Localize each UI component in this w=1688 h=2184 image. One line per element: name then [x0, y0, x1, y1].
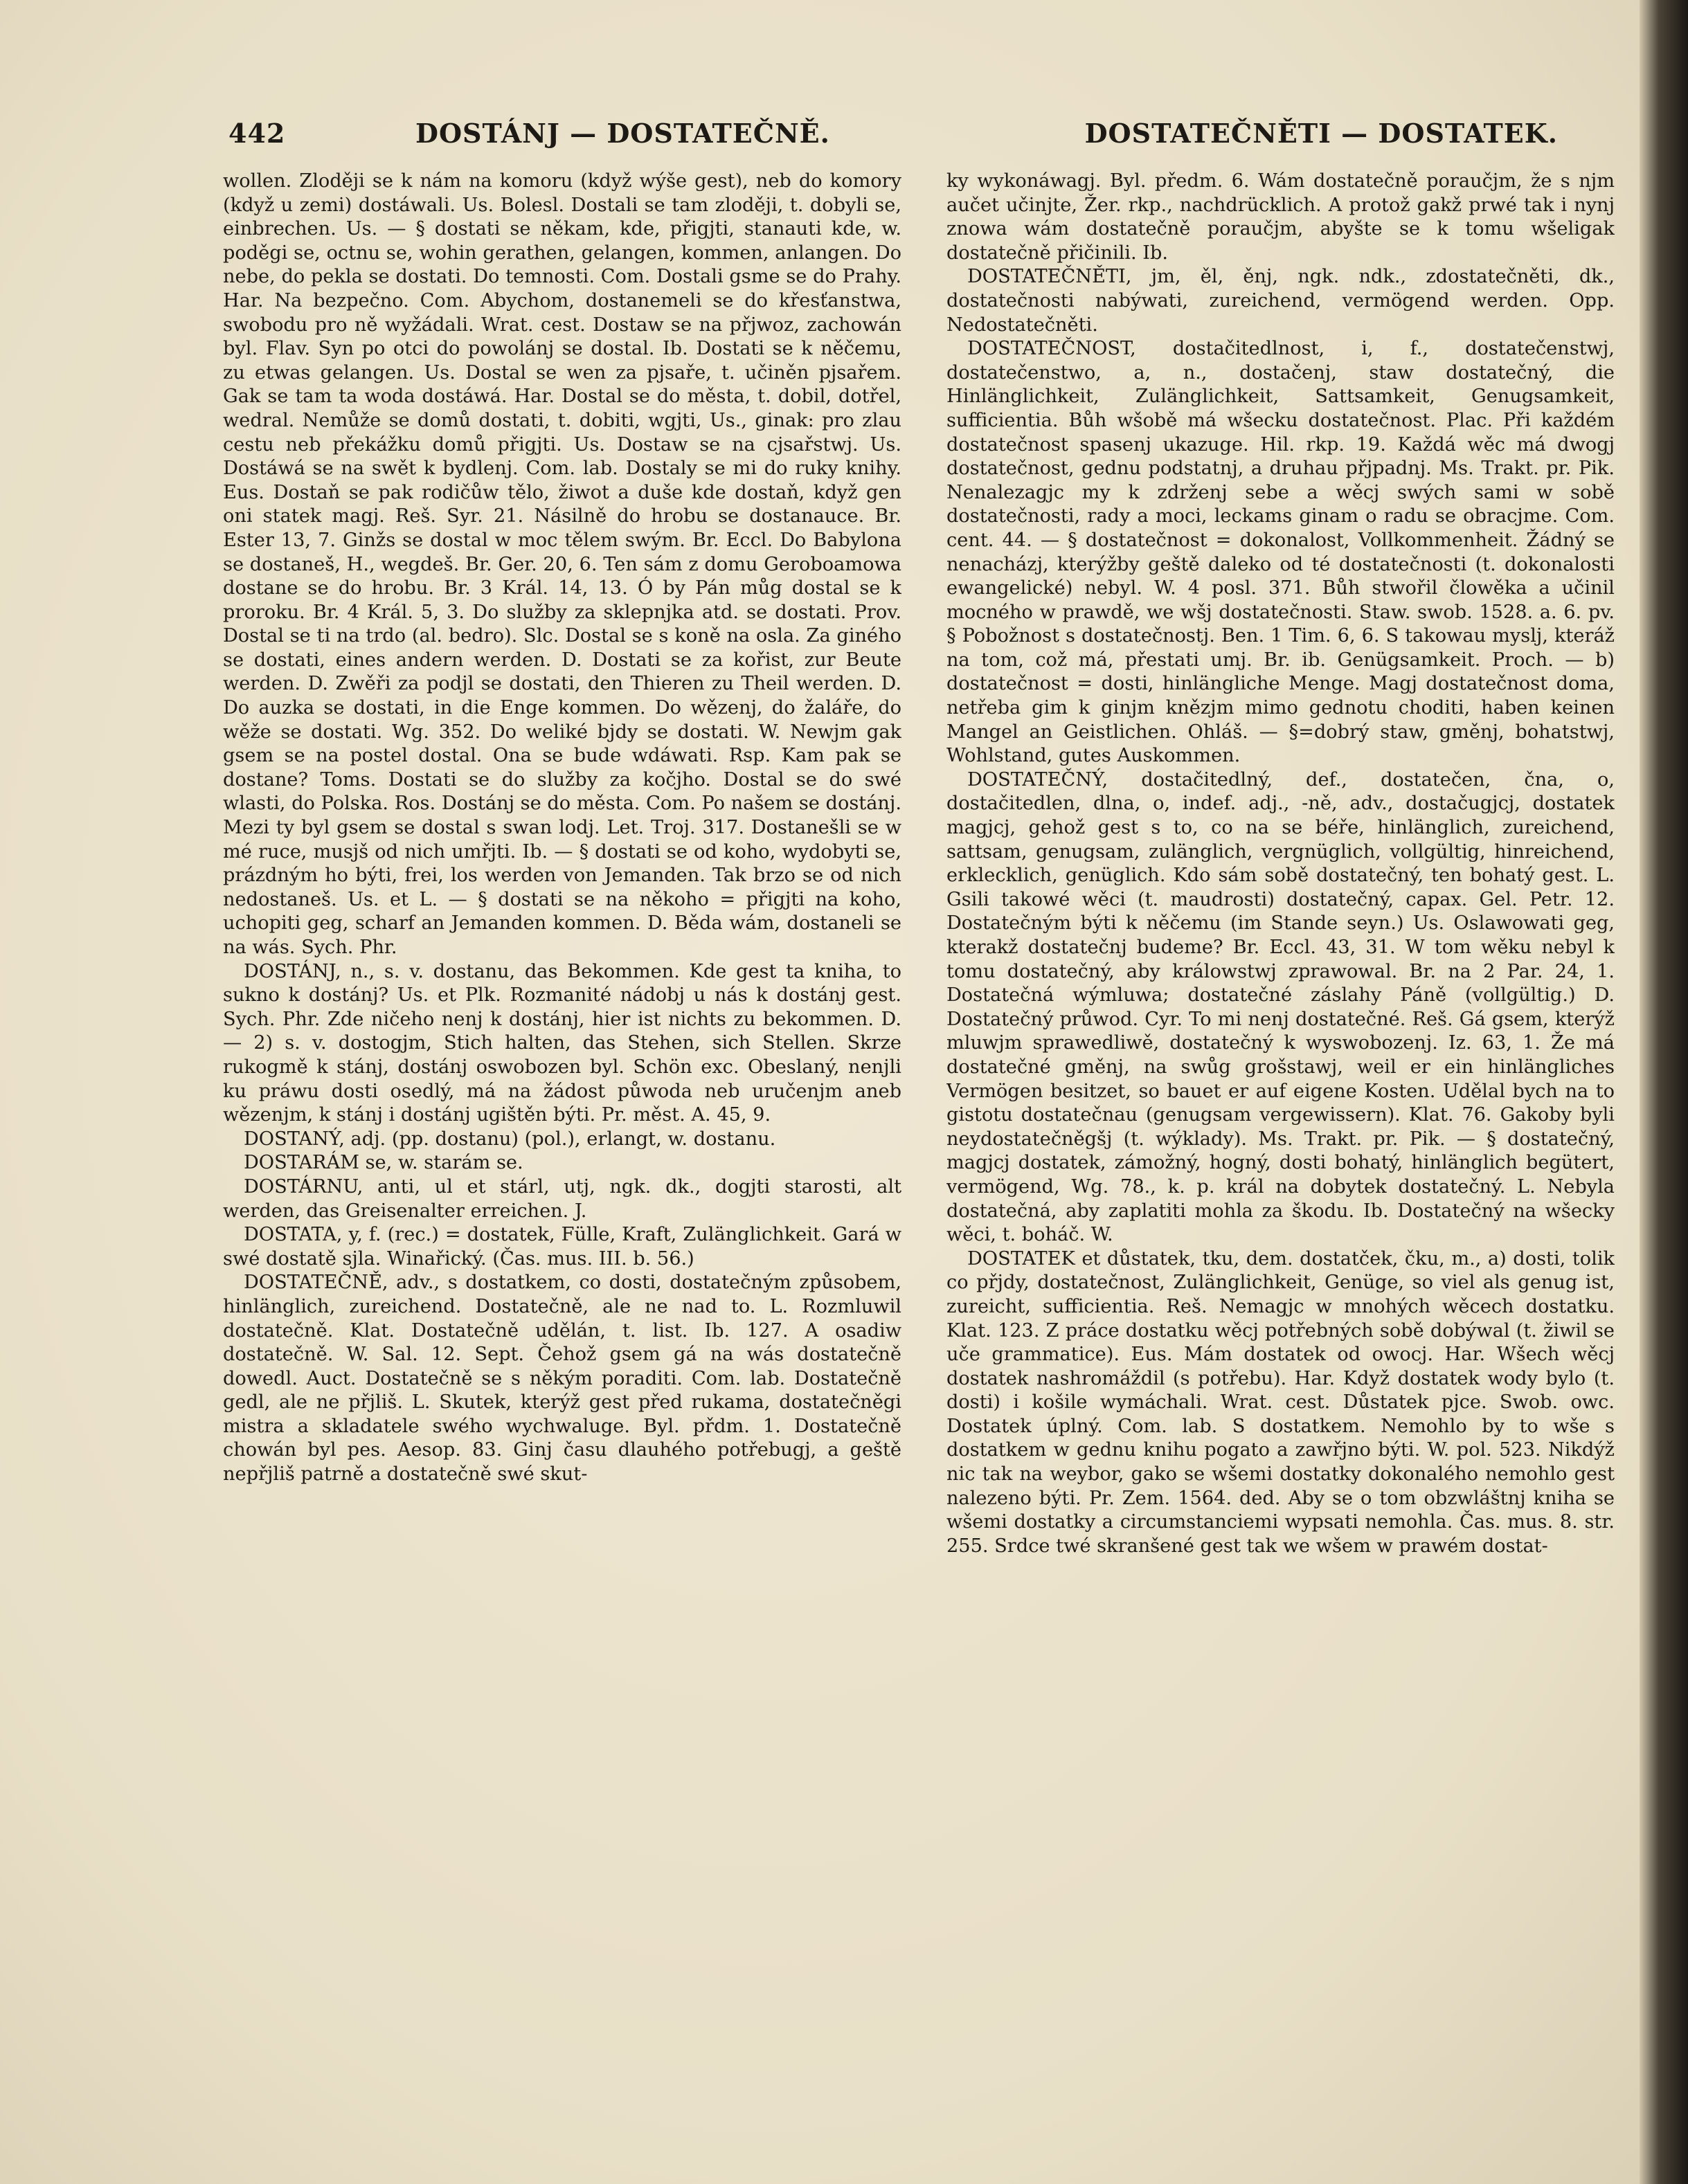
- right-running-title: DOSTATEČNĚTI — DOSTATEK.: [1084, 118, 1558, 149]
- book-spine: [1640, 0, 1688, 2184]
- entry-dostatek: DOSTATEK et důstatek, tku, dem. dostatček, čku, m., a) dosti, tolik co přjdy, dostatečnost, Zulänglichkeit, Genüge, so viel als genug ist, zureicht, sufficientia. Reš. Nemagjc w mnohých wěcech dostatku. Klat. 123. Z práce dostatku wěcj potřebných sobě dobýwal (t. žiwil se uče grammatice). Eus. Mám dostatek od owocj. Har. Wšech wěcj dostatek nashromáždil (s potřebu). Har. Když dostatek wody bylo (t. dosti) i košile wymáchali. Wrat. cest. Důstatek pjce. Swob. owc. Dostatek úplný. Com. lab. S dostatkem. Nemohlo by to wše s dostatkem w gednu knihu pogato a zawřjno býti. W. pol. 523. Nikdýž nic tak na weybor, gako se wšemi dostatky dokonalého nemohlo gest nalezeno býti. Pr. Zem. 1564. ded. Aby se o tom obzwláštnj kniha se wšemi dostatky a circumstanciemi wypsati nemohla. Čas. mus. 8. str. 255. Srdce twé skranšené gest tak we wšem w prawém dostat-: [946, 1247, 1615, 1557]
- running-header: [228, 118, 1558, 159]
- entry-dostarnu: DOSTÁRNU, anti, ul et stárl, utj, ngk. dk., dogjti starosti, alt werden, das Greisenalter erreichen. J.: [223, 1175, 901, 1222]
- left-column: [223, 170, 901, 2094]
- entry-dostatecne: DOSTATEČNĚ, adv., s dostatkem, co dosti, dostatečným způsobem, hinlänglich, zureichend. Dostatečně, ale ne nad to. L. Rozmluwil dostatečně. Klat. Dostatečně udělán, t. list. Ib. 127. A osadiw dostatečně. W. Sal. 12. Sept. Čehož gsem gá na wás dostatečně dowedl. Auct. Dostatečně se s někým poraditi. Com. lab. Dostatečně gedl, ale ne přjliš. L. Skutek, kterýž gest před rukama, dostatečněgi mistra a skladatele swého wychwaluge. Byl. přdm. 1. Dostatečně chowán byl pes. Aesop. 83. Ginj času dlauhého potřebugj, a geště nepřjliš patrně a dostatečně swé skut-: [223, 1272, 901, 1486]
- entry-dostatecnost: DOSTATEČNOST, dostačitedlnost, i, f., dostatečenstwj, dostatečenstwo, a, n., dostačenj, staw dostatečný, die Hinlänglichkeit, Zulänglichkeit, Sattsamkeit, Genugsamkeit, sufficientia. Bůh wšobě má wšecku dostatečnost. Plac. Při každém dostatečnost spasenj ukazuge. Hil. rkp. 19. Každá wěc má dwogj dostatečnost, gednu podstatnj, a druhau přjpadnj. Ms. Trakt. pr. Pik. Nenalezagjc my k zdrženj sebe a wěcj swých sami w sobě dostatečnosti, rady a moci, leckams ginam o radu se obracjme. Com. cent. 44. — § dostatečnost = dokonalost, Vollkommenheit. Žádný se nenacházj, kterýžby geště daleko od té dostatečnosti (t. dokonalosti ewangelické) nebyl. W. 4 posl. 371. Bůh stwořil člowěka a učinil mocného w prawdě, we wšj dostatečnosti. Staw. swob. 1528. a. 6. pv. § Pobožnost s dostatečnostj. Ben. 1 Tim. 6, 6. S takowau myslj, kteráž na tom, což má, přestati umj. Br. ib. Genügsamkeit. Proch. — b) dostatečnost = dosti, hinlängliche Menge. Magj dostatečnost doma, netřeba gim k ginjm knězjm mimo gednotu choditi, haben keinen Mangel an Geistlichen. Ohláš. — §=dobrý staw, gměnj, bohatstwj, Wohlstand, gutes Auskommen.: [946, 338, 1615, 767]
- entry-dostata: DOSTATA, y, f. (rec.) = dostatek, Fülle, Kraft, Zulänglichkeit. Gará w swé dostatě sjla. Winařický. (Čas. mus. III. b. 56.): [223, 1224, 901, 1270]
- page-number: 442: [228, 118, 286, 149]
- entry-dostatecneti: DOSTATEČNĚTI, jm, ěl, ěnj, ngk. ndk., zdostatečněti, dk., dostatečnosti nabýwati, zureichend, vermögend werden. Opp. Nedostatečněti.: [946, 266, 1615, 336]
- entry-continuation: wollen. Zloději se k nám na komoru (když wýše gest), neb do komory (když u zemi) dostáwali. Us. Bolesl. Dostali se tam zloději, t. dobyli se, einbrechen. Us. — § dostati se někam, kde, přigjti, stanauti kde, w. poděgi se, octnu se, wohin gerathen, gelangen, kommen, anlangen. Do nebe, do pekla se dostati. Do temnosti. Com. Dostali gsme se do Prahy. Har. Na bezpečno. Com. Abychom, dostanemeli se do křesťanstwa, swobodu pro ně wyžádali. Wrat. cest. Dostaw se na přjwoz, zachowán byl. Flav. Syn po otci do powolánj se dostal. Ib. Dostati se k něčemu, zu etwas gelangen. Us. Dostal se wen za pjsaře, t. učiněn pjsařem. Gak se tam ta woda dostáwá. Har. Dostal se do města, t. dobil, dotřel, wedral. Nemůže se domů dostati, t. dobiti, wgjti, Us., ginak: pro zlau cestu neb překážku domů přigjti. Us. Dostaw se na cjsařstwj. Us. Dostáwá se na swět k bydlenj. Com. lab. Dostaly se mi do ruky knihy. Eus. Dostaň se pak rodičůw tělo, žiwot a duše kde dostaň, když gen oni statek magj. Reš. Syr. 21. Násilně do hrobu se dostanauce. Br. Ester 13, 7. Ginžs se dostal w moc tělem swým. Br. Eccl. Do Babylona se dostaneš, H., wegdeš. Br. Ger. 20, 6. Ten sám z domu Geroboamowa dostane se do hrobu. Br. 3 Král. 14, 13. Ó by Pán můg dostal se k proroku. Br. 4 Král. 5, 3. Do služby za sklepnjka atd. se dostati. Prov. Dostal se ti na trdo (al. bedro). Slc. Dostal se s koně na osla. Za giného se dostati, eines andern werden. D. Dostati se za kořist, zur Beute werden. D. Zwěři za podjl se dostati, den Thieren zu Theil werden. D. Do auzka se dostati, in die Enge kommen. Do wězenj, do žaláře, do wěže se dostati. Wg. 352. Do weliké bjdy se dostati. W. Newjm gak gsem se na postel dostal. Ona se bude wdáwati. Rsp. Kam pak se dostane? Toms. Dostati se do služby za kočjho. Dostal se do swé wlasti, do Polska. Ros. Dostánj se do města. Com. Po našem se dostánj. Mezi ty byl gsem se dostal s swan lodj. Let. Troj. 317. Dostanešli se w mé ruce, musjš od nich umřjti. Ib. — § dostati se od koho, wydobyti se, prázdným ho býti, frei, los werden von Jemanden. Tak brzo se od nich nedostaneš. Us. et L. — § dostati se na někoho = přigjti na koho, uchopiti geg, scharf an Jemanden kommen. D. Běda wám, dostaneli se na wás. Sych. Phr.: [223, 170, 901, 958]
- entry-continuation: ky wykonáwagj. Byl. předm. 6. Wám dostatečně poraučjm, že s njm aučet učinjte, Žer. rkp., nachdrücklich. A protož gakž prwé tak i nynj znowa wám dostatečně poraučjm, abyšte se k tomu wšeligak dostatečně přičinili. Ib.: [946, 170, 1615, 264]
- entry-dostatecny: DOSTATEČNÝ, dostačitedlný, def., dostatečen, čna, o, dostačitedlen, dlna, o, indef. adj., -ně, adv., dostačugjcj, dostatek magjcj, gehož gest s to, co na se béře, hinlänglich, zureichend, sattsam, genugsam, zulänglich, vergnüglich, vollgültig, hinreichend, erklecklich, genüglich. Kdo sám sobě dostatečný, ten bohatý gest. L. Gsili takowé wěci (t. maudrosti) dostatečný, capax. Gel. Petr. 12. Dostatečným býti k něčemu (im Stande seyn.) Us. Oslawowati geg, kterakž dostatečnj budeme? Br. Eccl. 43, 31. W tom wěku nebyl k tomu dostatečný, aby králowstwj zprawowal. Br. na 2 Par. 24, 1. Dostatečná wýmluwa; dostatečné záslahy Páně (vollgültig.) D. Dostatečný průwod. Cyr. To mi nenj dostatečné. Reš. Gá gsem, kterýž mluwjm sprawedliwě, dostatečný k wyswobozenj. Iz. 63, 1. Že má dostatečné gměnj, na swůg grošstawj, weil er ein hinlängliches Vermögen besitzet, so bauet er auf eigene Kosten. Udělal bych na to gistotu dostatečnau (genugsam vergewissern). Klat. 76. Gakoby byli neydostatečněgšj (t. wýklady). Ms. Trakt. pr. Pik. — § dostatečný, magjcj dostatek, zámožný, hogný, dosti bohatý, hinlänglich begütert, vermögend, Wg. 78., k. p. král na dobytek dostatečný. L. Nebyla dostatečná, aby zaplatiti mohla za škodu. Ib. Dostatečný na wšecky wěci, t. boháč. W.: [946, 768, 1615, 1246]
- entry-dostanj: DOSTÁNJ, n., s. v. dostanu, das Bekommen. Kde gest ta kniha, to sukno k dostánj? Us. et Plk. Rozmanité nádobj u nás k dostánj gest. Sych. Phr. Zde ničeho nenj k dostánj, hier ist nichts zu bekommen. D. — 2) s. v. dostogjm, Stich halten, das Stehen, sich Stellen. Skrze rukogmě k stánj, dostánj oswobozen byl. Schön exc. Obeslaný, nenjli ku práwu dosti osedlý, má na žádost půwoda neb uručenjm aneb wězenjm, k stánj i dostánj ugištěn býti. Pr. měst. A. 45, 9.: [223, 960, 901, 1126]
- left-running-title: DOSTÁNJ — DOSTATEČNĚ.: [415, 118, 830, 149]
- right-column: [946, 170, 1615, 2094]
- entry-dostany: DOSTANÝ, adj. (pp. dostanu) (pol.), erlangt, w. dostanu.: [244, 1128, 776, 1150]
- entry-dostaram: DOSTARÁM se, w. starám se.: [244, 1152, 523, 1174]
